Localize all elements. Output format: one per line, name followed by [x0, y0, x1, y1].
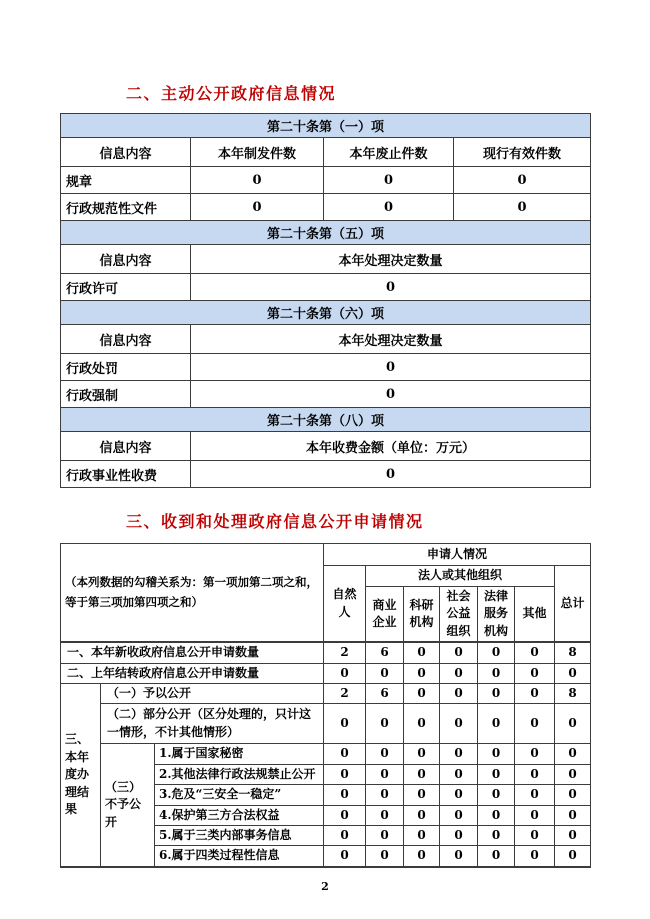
header-other: 其他 [515, 587, 555, 643]
cell-value: 0 [404, 744, 440, 764]
header-org-group: 法人或其他组织 [366, 566, 555, 587]
cell-value: 0 [515, 846, 555, 867]
group3-label: 三、本年度办理结果 [61, 683, 101, 866]
cell-value: 0 [404, 825, 440, 845]
table-row [61, 663, 591, 683]
cell-value: 0 [324, 846, 366, 867]
cell-value: 0 [404, 642, 440, 663]
table-row [61, 381, 591, 408]
cell-value: 0 [324, 805, 366, 825]
table-row [61, 544, 591, 566]
col-header: 本年制发件数 [191, 138, 324, 167]
col-header: 本年收费金额（单位：万元） [191, 432, 591, 461]
cell-value: 0 [555, 764, 591, 784]
row-label: （二）部分公开（区分处理的，只计这一情形，不计其他情形） [101, 704, 324, 744]
cell-value: 0 [440, 744, 478, 764]
cell-value: 0 [404, 663, 440, 683]
cell-value: 0 [404, 785, 440, 805]
header-natural-person: 自然人 [324, 566, 366, 643]
table-row [61, 354, 591, 381]
col-header: 信息内容 [61, 138, 191, 167]
cell-value: 0 [515, 663, 555, 683]
cell-value: 0 [515, 704, 555, 744]
cell-value: 0 [440, 805, 478, 825]
cell-value: 0 [366, 663, 404, 683]
cell-value: 0 [404, 683, 440, 703]
cell-value: 0 [404, 704, 440, 744]
header-public-welfare: 社会公益组织 [440, 587, 478, 643]
cell-value: 0 [478, 846, 515, 867]
cell-value: 0 [555, 825, 591, 845]
cell-value: 0 [366, 846, 404, 867]
header-research: 科研机构 [404, 587, 440, 643]
cell-value: 0 [440, 663, 478, 683]
row-label: 2.其他法律行政法规禁止公开 [155, 764, 324, 784]
section3-title: 三、收到和处理政府信息公开申请情况 [126, 512, 424, 531]
cell-value: 0 [454, 194, 591, 221]
cell-value: 0 [515, 825, 555, 845]
header-total: 总计 [555, 566, 591, 643]
cell-value: 0 [454, 167, 591, 194]
row-label: 3.危及“三安全一稳定” [155, 785, 324, 805]
cell-value: 0 [555, 744, 591, 764]
band-article20-item6: 第二十条第（六）项 [61, 301, 591, 325]
cell-value: 0 [440, 683, 478, 703]
cell-value: 0 [191, 461, 591, 488]
header-applicant: 申请人情况 [324, 544, 591, 566]
table-row [61, 194, 591, 221]
cell-value: 0 [478, 805, 515, 825]
cell-value: 0 [191, 194, 324, 221]
table-row [61, 432, 591, 461]
cell-value: 0 [324, 194, 454, 221]
band-article20-item8: 第二十条第（八）项 [61, 408, 591, 432]
header-commercial: 商业企业 [366, 587, 404, 643]
row-label: 行政规范性文件 [61, 194, 191, 221]
row-label: 6.属于四类过程性信息 [155, 846, 324, 867]
cell-value: 0 [404, 764, 440, 784]
page-number: 2 [321, 879, 329, 893]
row-label: 5.属于三类内部事务信息 [155, 825, 324, 845]
row-label: 二、上年结转政府信息公开申请数量 [61, 663, 324, 683]
cell-value: 0 [555, 663, 591, 683]
cell-value: 0 [478, 704, 515, 744]
cell-value: 0 [324, 167, 454, 194]
row-label: 行政强制 [61, 381, 191, 408]
row-label: 行政事业性收费 [61, 461, 191, 488]
cell-value: 0 [555, 704, 591, 744]
cell-value: 0 [515, 683, 555, 703]
row-label: 1.属于国家秘密 [155, 744, 324, 764]
table-requests [60, 543, 591, 868]
table-row [61, 301, 591, 325]
cell-value: 0 [191, 381, 591, 408]
table-row [61, 138, 591, 167]
page-content [60, 84, 590, 868]
table-row [61, 167, 591, 194]
cell-value: 0 [515, 785, 555, 805]
header-legal-service: 法律服务机构 [478, 587, 515, 643]
table-row [61, 683, 591, 703]
table-row [61, 461, 591, 488]
col-header: 本年废止件数 [324, 138, 454, 167]
cell-value: 0 [324, 825, 366, 845]
col-header: 信息内容 [61, 245, 191, 274]
table-row [61, 221, 591, 245]
cell-value: 0 [324, 663, 366, 683]
band-article20-item1: 第二十条第（一）项 [61, 114, 591, 138]
table-row [61, 642, 591, 663]
cell-value: 0 [555, 785, 591, 805]
cell-value: 0 [404, 805, 440, 825]
cell-value: 0 [478, 663, 515, 683]
cell-value: 0 [324, 785, 366, 805]
reconciliation-note: （本列数据的勾稽关系为：第一项加第二项之和，等于第三项加第四项之和） [61, 544, 324, 643]
cell-value: 0 [366, 704, 404, 744]
sub3-label: （三）不予公开 [101, 744, 155, 867]
cell-value: 0 [366, 764, 404, 784]
cell-value: 0 [440, 704, 478, 744]
cell-value: 0 [440, 785, 478, 805]
table-row [61, 704, 591, 744]
row-label: 规章 [61, 167, 191, 194]
cell-value: 0 [515, 642, 555, 663]
cell-value: 0 [366, 785, 404, 805]
cell-value: 0 [478, 785, 515, 805]
cell-value: 0 [440, 825, 478, 845]
cell-value: 0 [324, 744, 366, 764]
row-label: 行政许可 [61, 274, 191, 301]
table-proactive-disclosure [60, 113, 591, 488]
table-row [61, 274, 591, 301]
section2-title: 二、主动公开政府信息情况 [126, 84, 337, 103]
col-header: 信息内容 [61, 432, 191, 461]
cell-value: 8 [555, 642, 591, 663]
cell-value: 0 [478, 683, 515, 703]
row-label: （一）予以公开 [101, 683, 324, 703]
table-row [61, 114, 591, 138]
cell-value: 0 [404, 846, 440, 867]
table-row [61, 325, 591, 354]
cell-value: 0 [324, 704, 366, 744]
cell-value: 0 [366, 805, 404, 825]
row-label: 行政处罚 [61, 354, 191, 381]
cell-value: 0 [478, 825, 515, 845]
cell-value: 0 [555, 805, 591, 825]
cell-value: 6 [366, 642, 404, 663]
cell-value: 0 [366, 825, 404, 845]
col-header: 本年处理决定数量 [191, 325, 591, 354]
cell-value: 2 [324, 642, 366, 663]
col-header: 现行有效件数 [454, 138, 591, 167]
cell-value: 0 [515, 744, 555, 764]
cell-value: 0 [555, 846, 591, 867]
cell-value: 0 [191, 274, 591, 301]
col-header: 本年处理决定数量 [191, 245, 591, 274]
cell-value: 0 [324, 764, 366, 784]
cell-value: 0 [191, 354, 591, 381]
cell-value: 0 [478, 642, 515, 663]
cell-value: 8 [555, 683, 591, 703]
row-label: 4.保护第三方合法权益 [155, 805, 324, 825]
table-row [61, 744, 591, 764]
cell-value: 0 [440, 846, 478, 867]
cell-value: 0 [366, 744, 404, 764]
cell-value: 0 [478, 764, 515, 784]
cell-value: 0 [515, 805, 555, 825]
cell-value: 0 [478, 744, 515, 764]
cell-value: 2 [324, 683, 366, 703]
col-header: 信息内容 [61, 325, 191, 354]
band-article20-item5: 第二十条第（五）项 [61, 221, 591, 245]
cell-value: 0 [515, 764, 555, 784]
cell-value: 0 [440, 642, 478, 663]
cell-value: 0 [440, 764, 478, 784]
cell-value: 6 [366, 683, 404, 703]
cell-value: 0 [191, 167, 324, 194]
table-row [61, 245, 591, 274]
row-label: 一、本年新收政府信息公开申请数量 [61, 642, 324, 663]
table-row [61, 408, 591, 432]
